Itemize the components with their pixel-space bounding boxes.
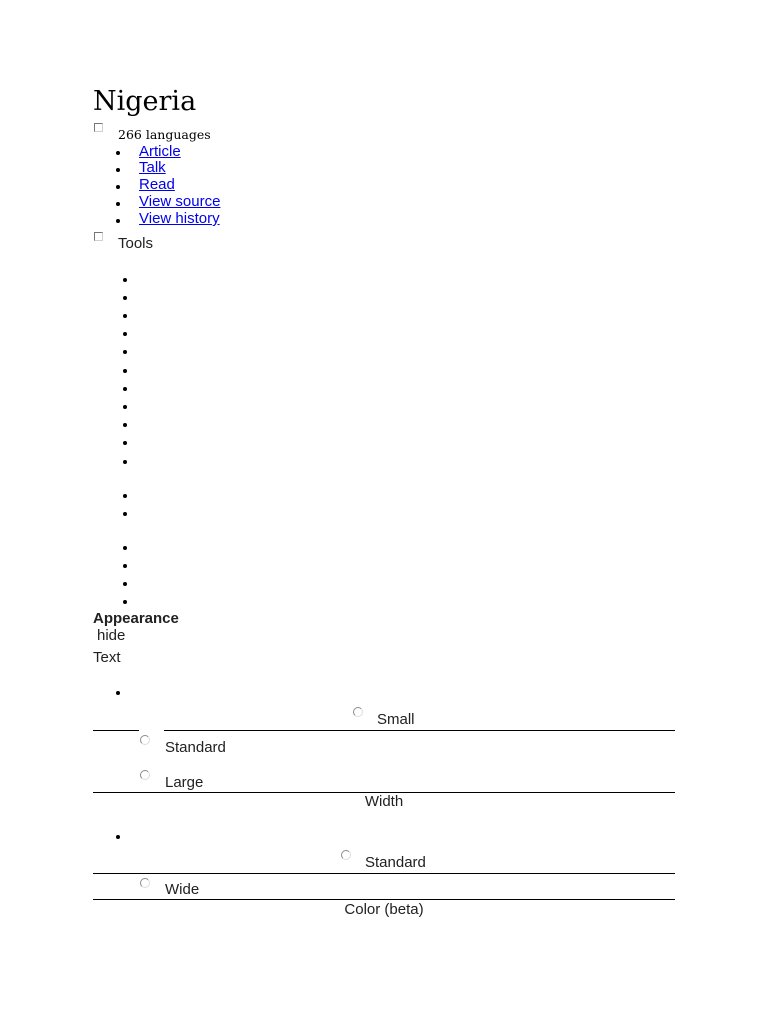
- tools-list-item[interactable]: [123, 369, 127, 373]
- list-bullet: [116, 691, 120, 695]
- list-bullet: [116, 835, 120, 839]
- text-small-label[interactable]: Small: [377, 711, 415, 728]
- tab-view-source[interactable]: View source: [139, 193, 221, 210]
- list-bullet: [116, 219, 120, 223]
- tools-list-item[interactable]: [123, 546, 127, 550]
- tab-talk[interactable]: Talk: [139, 159, 166, 176]
- page-title: Nigeria: [93, 86, 197, 117]
- tools-list-item[interactable]: [123, 600, 127, 604]
- tools-list-item[interactable]: [123, 314, 127, 318]
- languages-checkbox[interactable]: [94, 123, 103, 132]
- text-large-radio[interactable]: [140, 770, 150, 780]
- tools-list-item[interactable]: [123, 405, 127, 409]
- width-standard-label[interactable]: Standard: [365, 854, 426, 871]
- text-standard-radio[interactable]: [140, 735, 150, 745]
- tab-read[interactable]: Read: [139, 176, 175, 193]
- color-heading: Color (beta): [344, 901, 424, 918]
- list-bullet: [116, 151, 120, 155]
- divider: [93, 730, 139, 731]
- list-bullet: [116, 185, 120, 189]
- tools-list-item[interactable]: [123, 296, 127, 300]
- appearance-heading: Appearance: [93, 610, 179, 627]
- divider: [93, 899, 675, 900]
- hide-button[interactable]: hide: [97, 627, 126, 644]
- languages-label[interactable]: 266 languages: [118, 127, 211, 142]
- width-standard-radio[interactable]: [341, 850, 351, 860]
- tools-checkbox[interactable]: [94, 232, 103, 241]
- tools-list-item[interactable]: [123, 494, 127, 498]
- tools-list-item[interactable]: [123, 460, 127, 464]
- text-size-heading: Text: [93, 649, 121, 666]
- tab-article[interactable]: Article: [139, 143, 181, 160]
- tools-list-item[interactable]: [123, 278, 127, 282]
- list-bullet: [116, 168, 120, 172]
- tools-list-item[interactable]: [123, 441, 127, 445]
- tools-list-item[interactable]: [123, 350, 127, 354]
- divider: [164, 730, 675, 731]
- tools-list-item[interactable]: [123, 564, 127, 568]
- tools-list-item[interactable]: [123, 512, 127, 516]
- width-heading: Width: [364, 793, 404, 810]
- list-bullet: [116, 202, 120, 206]
- width-wide-label[interactable]: Wide: [165, 881, 200, 898]
- width-wide-radio[interactable]: [140, 878, 150, 888]
- divider: [93, 873, 675, 874]
- tools-list-item[interactable]: [123, 582, 127, 586]
- tools-list-item[interactable]: [123, 387, 127, 391]
- tools-list-item[interactable]: [123, 332, 127, 336]
- tools-label[interactable]: Tools: [118, 235, 154, 252]
- text-small-radio[interactable]: [353, 707, 363, 717]
- text-large-label[interactable]: Large: [165, 774, 204, 791]
- tab-view-history[interactable]: View history: [139, 210, 220, 227]
- text-standard-label[interactable]: Standard: [165, 739, 226, 756]
- tools-list-item[interactable]: [123, 423, 127, 427]
